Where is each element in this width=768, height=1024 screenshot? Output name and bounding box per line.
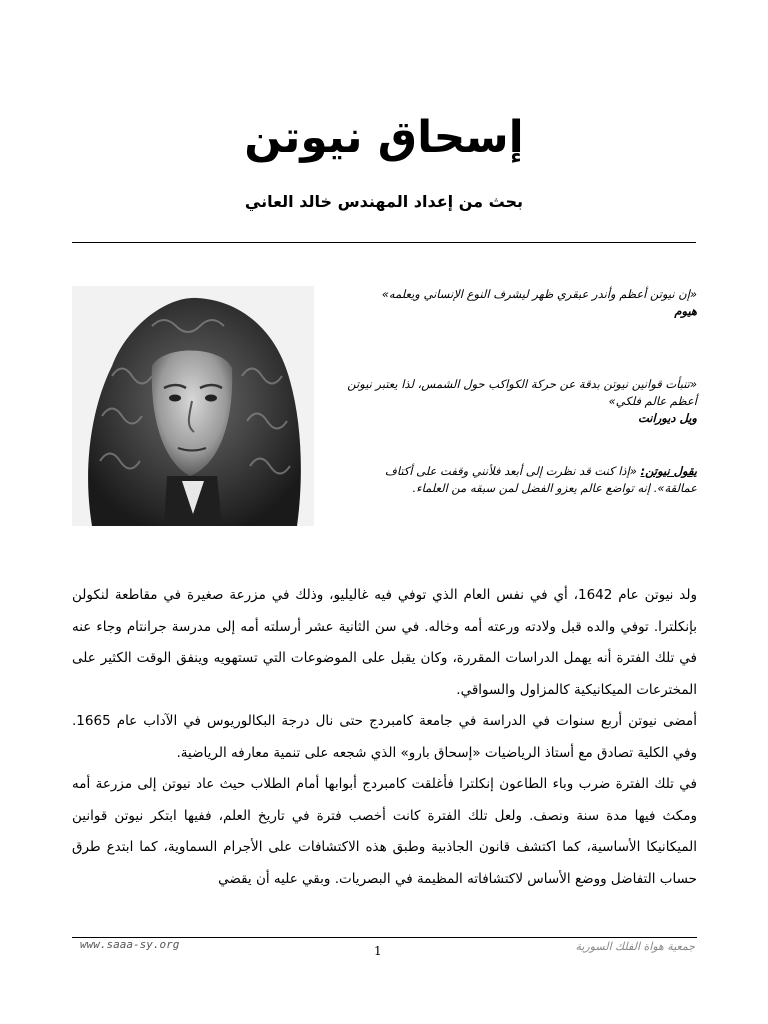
quote-text: «إذا كنت قد نظرت إلى أبعد فلأنني وقفت على أكتاف عمالقة». إنه تواضع عالم يعزو الفضل لمن سبقه من العلماء.	[384, 464, 697, 495]
paragraph: ولد نيوتن عام 1642، أي في نفس العام الذي توفي فيه غاليليو، وذلك في مزرعة صغيرة في مقاطعة لنكولن بإنكلترا. توفي والده قبل ولادته ورعته أمه وخاله. في سن الثانية عشر أرسلته أمه إلى مدرسة جرانتام وجاء عنه في تلك الفترة أنه يهمل الدراسات المقررة، وكان يقبل على الموضوعات التي تستهويه وينفق الوقت الكثير على المخترعات الميكانيكية كالمزاول والسواقي.	[72, 587, 697, 698]
quote-lead: يقول نيوتن:	[640, 464, 697, 478]
page-title: إسحاق نيوتن	[244, 112, 524, 163]
newton-portrait	[72, 286, 314, 526]
footer-organization: جمعية هواة الفلك السورية	[575, 940, 695, 953]
quote-author: ويل ديورانت	[638, 411, 697, 425]
paragraph: في تلك الفترة ضرب وباء الطاعون إنكلترا فأغلقت كامبردج أبوابها أمام الطلاب حيث عاد نيوتن إلى مزرعة أمه ومكث فيها مدة سنة ونصف. ولعل تلك الفترة كانت أخصب فترة في تاريخ العلم، ففيها ابتكر نيوتن قوانين الميكانيكا الأساسية، كما اكتشف قانون الجاذبية وطبق هذه الاكتشافات على الأجرام السماوية، كما ابتدع طرق حساب التفاضل ووضع الأساس لاكتشافاته المظيمة في البصريات. وبقي عليه أن يقضي	[72, 776, 697, 887]
quote-durant	[345, 376, 697, 427]
quote-newton	[345, 463, 697, 497]
page-number: 1	[374, 944, 382, 958]
portrait-image	[72, 286, 314, 526]
quote-text: «إن نيوتن أعظم وأندر عبقري ظهر ليشرف النوع الإنساني ويعلمه»	[381, 287, 697, 301]
quote-author: هيوم	[674, 304, 697, 318]
body-text	[72, 580, 697, 895]
page-subtitle: بحث من إعداد المهندس خالد العاني	[244, 192, 524, 211]
quote-hume	[345, 286, 697, 320]
header-divider	[72, 242, 696, 243]
footer-website[interactable]: www.saaa-sy.org	[80, 938, 180, 951]
paragraph: أمضى نيوتن أربع سنوات في الدراسة في جامعة كامبردج حتى نال درجة البكالوريوس في الآداب عام 1665. وفي الكلية تصادق مع أستاذ الرياضيات «إسحاق بارو» الذي شجعه على تنمية معارفه الرياضية.	[72, 713, 697, 761]
quote-text: «تنبأت قوانين نيوتن بدقة عن حركة الكواكب حول الشمس، لذا يعتبر نيوتن أعظم عالم فلكي»	[347, 377, 697, 408]
